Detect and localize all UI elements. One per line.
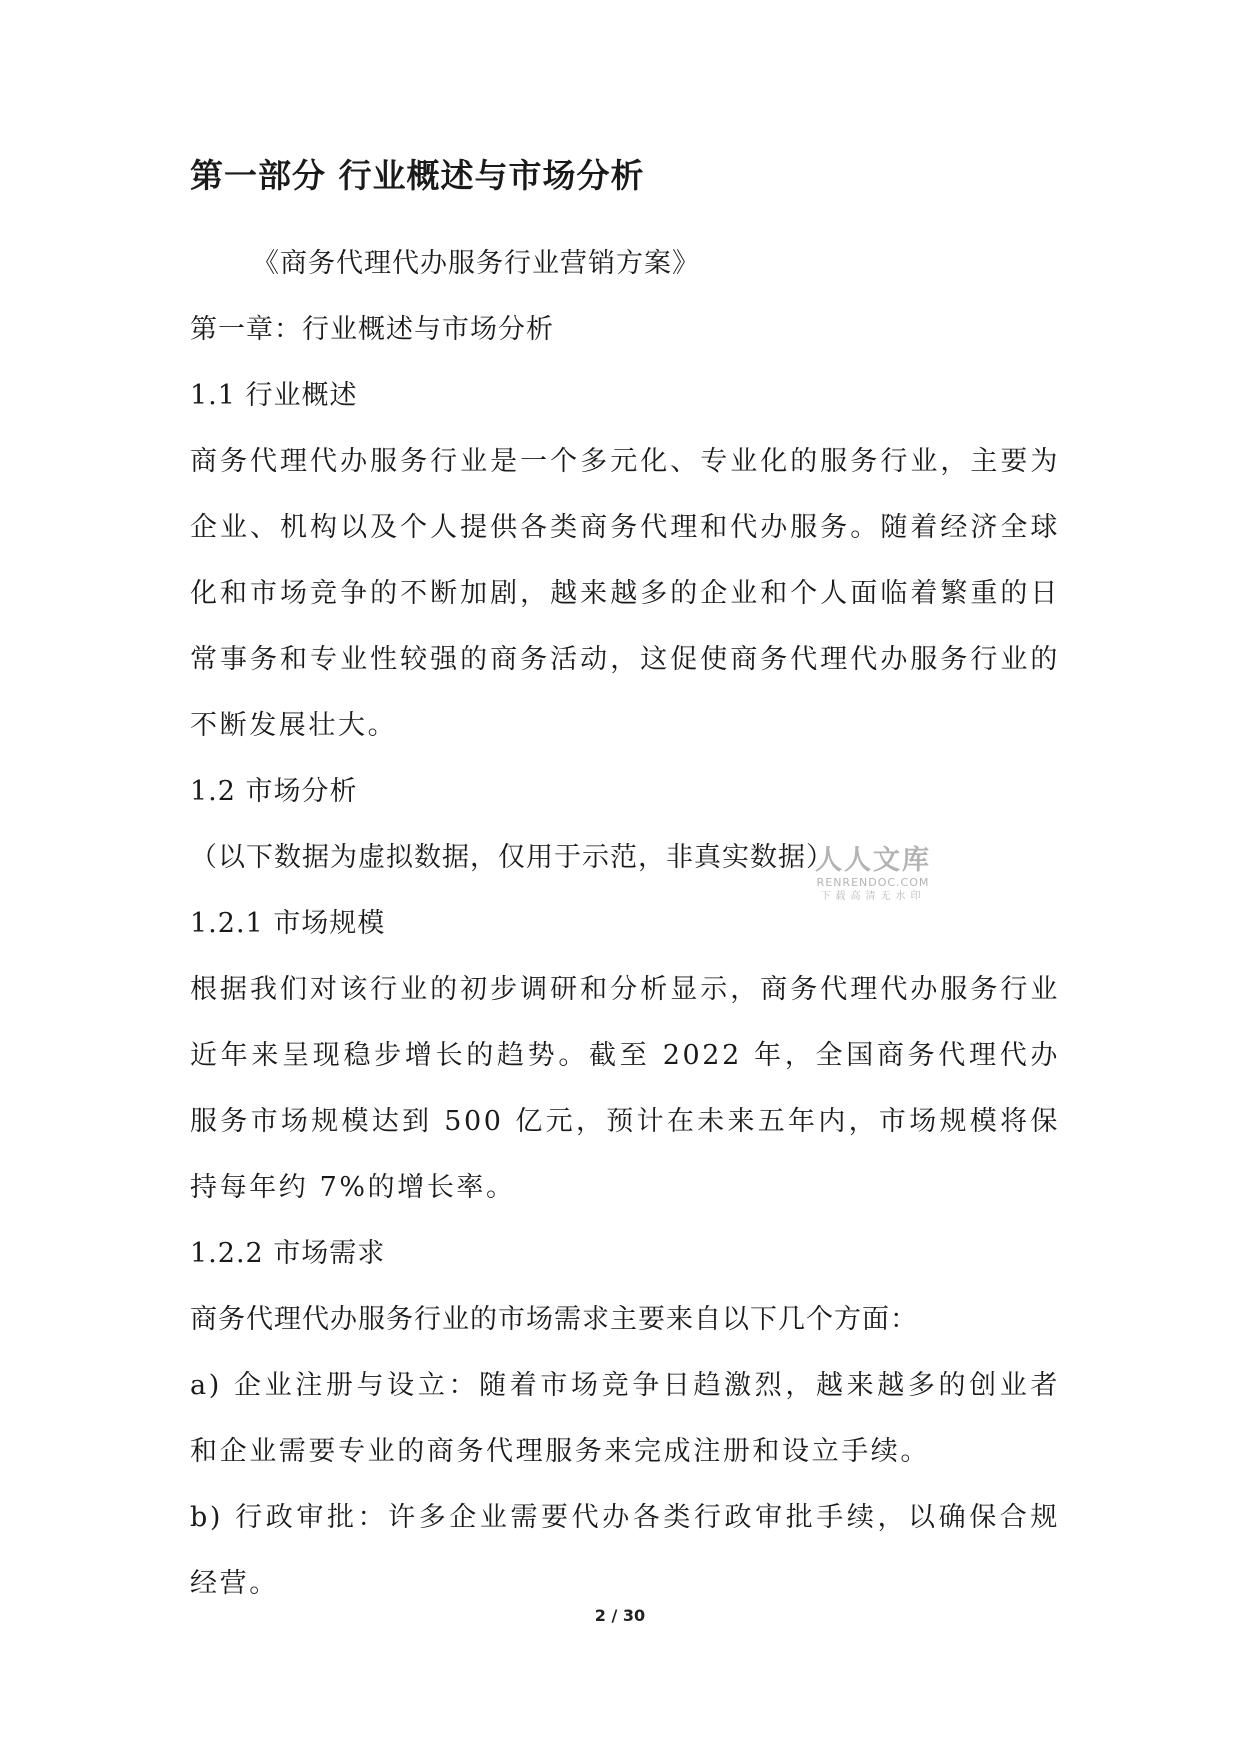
section-heading-1-2-1: 1.2.1 市场规模 bbox=[190, 908, 386, 939]
document-title: 《商务代理代办服务行业营销方案》 bbox=[252, 248, 700, 279]
chapter-heading: 第一章：行业概述与市场分析 bbox=[190, 314, 554, 345]
page-number: 2 / 30 bbox=[594, 1606, 646, 1625]
section-heading-1-2: 1.2 市场分析 bbox=[190, 776, 358, 807]
list-item-a: a) 企业注册与设立：随着市场竞争日趋激烈，越来越多的创业者和企业需要专业的商务代理服务来完成注册和设立手续。 bbox=[190, 1370, 1060, 1467]
watermark-domain: RENRENDOC.COM bbox=[816, 876, 930, 889]
list-item-b: b) 行政审批：许多企业需要代办各类行政审批手续，以确保合规经营。 bbox=[190, 1502, 1060, 1599]
watermark-slogan: 下载高清无水印 bbox=[820, 891, 926, 902]
watermark-logo-text: 人人文库 bbox=[815, 845, 931, 876]
section-1-1-paragraph: 商务代理代办服务行业是一个多元化、专业化的服务行业，主要为企业、机构以及个人提供各类商务代理和代办服务。随着经济全球化和市场竞争的不断加剧，越来越多的企业和个人面临着繁重的日常事务和专业性较强的商务活动，这促使商务代理代办服务行业的不断发展壮大。 bbox=[190, 446, 1060, 741]
watermark-logo bbox=[808, 846, 938, 903]
section-heading-1-1: 1.1 行业概述 bbox=[190, 380, 358, 411]
section-heading-1-2-2: 1.2.2 市场需求 bbox=[190, 1238, 386, 1269]
section-1-2-1-paragraph: 根据我们对该行业的初步调研和分析显示，商务代理代办服务行业近年来呈现稳步增长的趋势。截至 2022 年，全国商务代理代办服务市场规模达到 500 亿元，预计在未来五年内，市场规模将保持每年约 7%的增长率。 bbox=[190, 974, 1060, 1203]
data-disclaimer-note: （以下数据为虚拟数据，仅用于示范，非真实数据） bbox=[190, 842, 834, 873]
part-heading: 第一部分 行业概述与市场分析 bbox=[190, 156, 645, 195]
section-1-2-2-intro: 商务代理代办服务行业的市场需求主要来自以下几个方面： bbox=[190, 1304, 918, 1335]
